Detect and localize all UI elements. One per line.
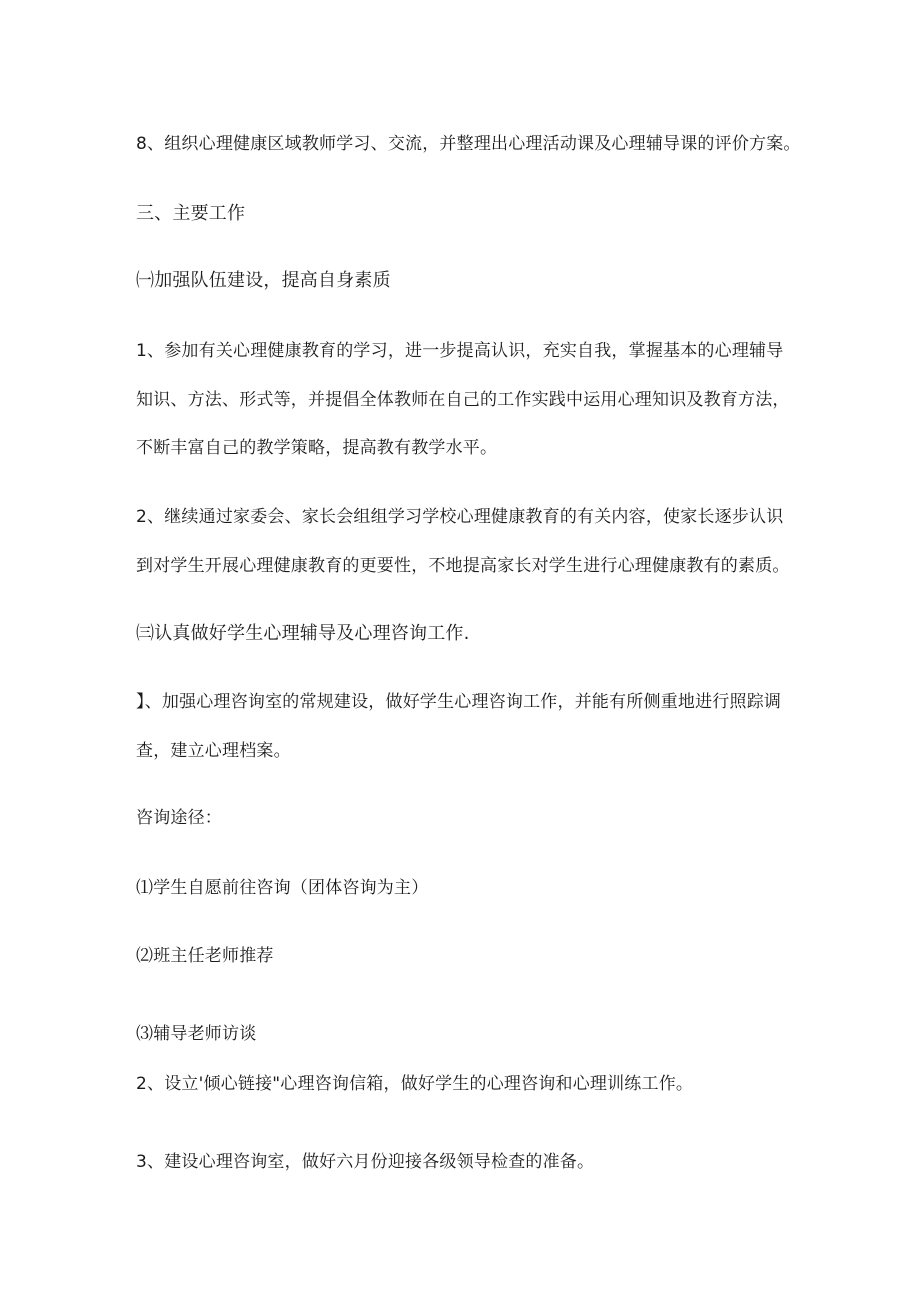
paragraph-item-2-line-1: 2、继续通过家委会、家长会组组学习学校心理健康教育的有关内容，使家长逐步认识 bbox=[136, 507, 784, 527]
subsection-heading-team-building: ㈠加强队伍建设，提高自身素质 bbox=[136, 270, 391, 291]
paragraph-item-1-line-2: 知识、方法、形式等，并提倡全体教师在自己的工作实践中运用心理知识及教育方法， bbox=[136, 390, 790, 410]
paragraph-item-5: 3、建设心理咨询室，做好六月份迎接各级领导检查的准备。 bbox=[136, 1152, 595, 1172]
paragraph-item-1-line-3: 不断丰富自己的教学策略，提高教有教学水平。 bbox=[136, 438, 498, 458]
paragraph-item-2-line-2: 到对学生开展心理健康教育的更要性，不地提高家长对学生进行心理健康教有的素质。 bbox=[136, 556, 790, 576]
paragraph-item-4: 2、设立'倾心链接"心理咨询信箱，做好学生的心理咨询和心理训练工作。 bbox=[136, 1074, 694, 1094]
subsection-heading-counseling: ㈢认真做好学生心理辅导及心理咨询工作. bbox=[136, 623, 470, 644]
consult-channel-2: ⑵班主任老师推荐 bbox=[136, 946, 274, 966]
paragraph-item-8: 8、组织心理健康区域教师学习、交流，并整理出心理活动课及心理辅导课的评价方案。 bbox=[136, 134, 801, 154]
consult-channel-3: ⑶辅导老师访谈 bbox=[136, 1024, 257, 1044]
section-heading-main-work: 三、主要工作 bbox=[136, 203, 246, 224]
paragraph-item-3-line-1: 】、加强心理咨询室的常规建设，做好学生心理咨询工作，并能有所侧重地进行照踪调 bbox=[136, 692, 782, 712]
consult-channels-title: 咨询途径： bbox=[136, 808, 222, 828]
paragraph-item-1-line-1: 1、参加有关心理健康教育的学习，进一步提高认识，充实自我，掌握基本的心理辅导 bbox=[136, 341, 784, 361]
consult-channel-1: ⑴学生自愿前往咨询（团体咨询为主） bbox=[136, 878, 429, 898]
paragraph-item-3-line-2: 查，建立心理档案。 bbox=[136, 741, 291, 761]
